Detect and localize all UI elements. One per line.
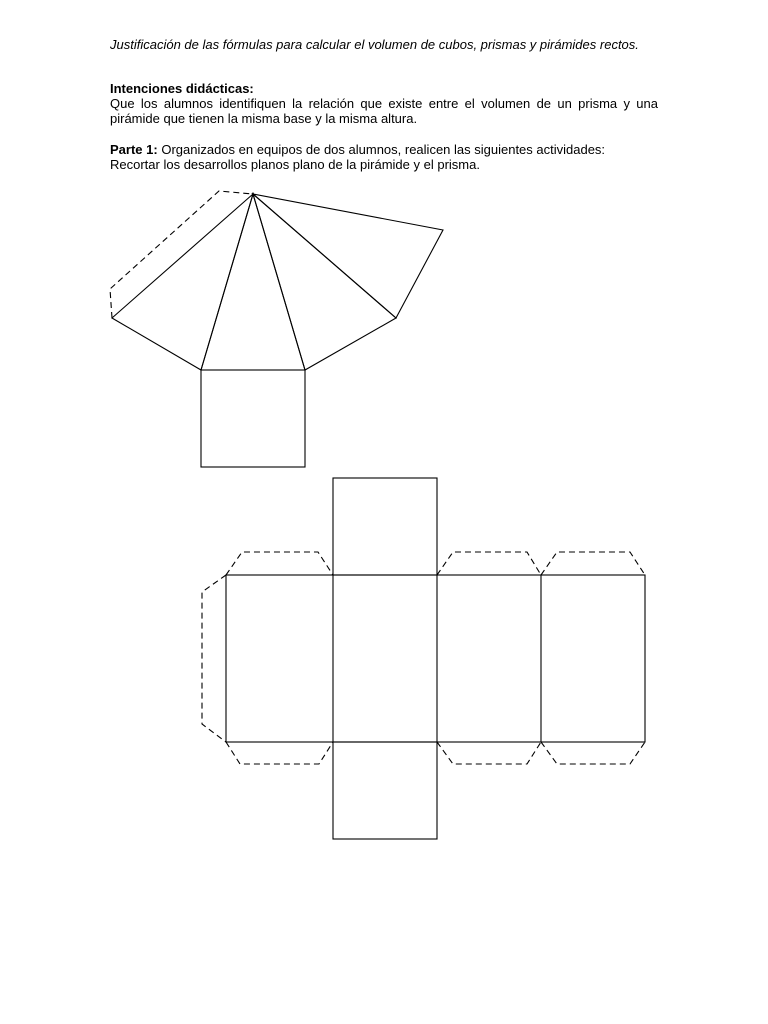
part1-text: Organizados en equipos de dos alumnos, realicen las siguientes actividades: [161,142,606,157]
intentions-heading: Intenciones didácticas: [110,81,254,96]
pyramid-face-far [253,194,443,318]
part1-instruction: Recortar los desarrollos planos plano de la pirámide y el prisma. [110,157,480,172]
pyramid-face-right [253,194,396,370]
document-title: Justificación de las fórmulas para calcular el volumen de cubos, prismas y pirámides rectos. [110,37,639,52]
intentions-text: Que los alumnos identifiquen la relación que existe entre el volumen de un prisma y una pirámide que tienen la misma base y la misma altura. [110,96,658,126]
prism-glue-tab-top-1 [226,552,333,575]
pyramid-net [110,191,443,467]
pyramid-glue-tab [110,191,253,318]
part1-label: Parte 1: [110,142,158,157]
prism-glue-tab-left [202,575,226,742]
pyramid-face-front [201,194,305,370]
prism-lateral-strip [226,575,645,742]
prism-top-face [333,478,437,575]
prism-glue-tab-top-2 [437,552,541,575]
prism-net [202,478,645,839]
prism-glue-tab-bottom-3 [541,742,645,764]
prism-glue-tab-top-3 [541,552,645,575]
prism-glue-tab-bottom-2 [437,742,541,764]
prism-glue-tab-bottom-1 [226,742,333,764]
prism-bottom-face [333,742,437,839]
pyramid-base [201,370,305,467]
pyramid-face-left [112,194,253,370]
